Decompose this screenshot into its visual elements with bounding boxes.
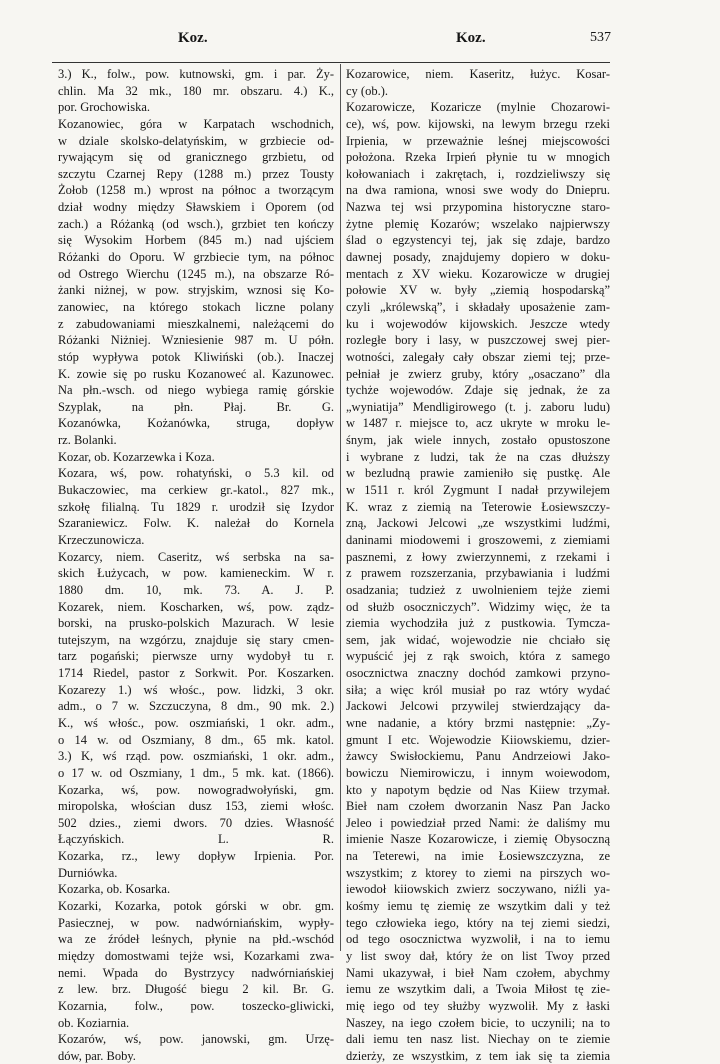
- text-line: cy (ob.).: [346, 83, 388, 98]
- text-line: Kozarka, ob. Kosarka.: [58, 882, 171, 897]
- text-line: dów, par. Boby.: [58, 1048, 136, 1063]
- text-line: 502 dzies., ziemi dwors. 70 dzies. Własność: [58, 815, 334, 830]
- text-line: czyli „królewską”, i składały uposażenie zam-: [346, 299, 610, 314]
- right-column: [346, 66, 610, 1064]
- text-line: Bukaczowiec, ma cerkiew gr.-katol., 827 mk.,: [58, 483, 334, 498]
- text-line: pełniał je zwierz gruby, który „osaczano” dla: [346, 366, 610, 381]
- text-line: kośmy iemu tę ziemię ze wszytkim dali y też: [346, 899, 610, 914]
- text-line: K. wraz z ziemią na Teterowie Łosiewszczy-: [346, 499, 610, 514]
- text-line: tychże wojewodów. Zdaje się jednak, że za: [346, 383, 610, 398]
- text-line: Krzeczunowicza.: [58, 532, 145, 547]
- text-line: Łączyńskich. L. R.: [58, 832, 334, 847]
- text-line: Kozanówka, Kożanówka, struga, dopływ: [58, 416, 334, 431]
- running-head-center: Koz.: [456, 30, 486, 46]
- text-line: pasznemi, z łowy zwierzynnemi, z rzekami i: [346, 549, 610, 564]
- text-line: K. zowie się po rusku Kozanoweć al. Kazunowec.: [58, 366, 334, 381]
- text-line: ziemia wychodziła już z pustkowia. Tymcza-: [346, 616, 610, 631]
- text-line: miropolska, włościan dusz 153, ziemi włośc.: [58, 799, 334, 814]
- text-line: borski, na prusko-polskich Mazurach. W lesie: [58, 616, 334, 631]
- text-line: Kozanowiec, góra w Karpatach wschodnich,: [58, 116, 334, 131]
- text-line: Kozarezy 1.) wś włośc., pow. lidzki, 3 okr.: [58, 682, 334, 697]
- text-line: szczytu Czarnej Repy (1288 m.) przez Tousty: [58, 166, 334, 181]
- text-line: rozległe bory i lasy, w puszczowej swej pier-: [346, 333, 610, 348]
- text-line: szkołę filialną. Tu 1829 r. urodził się Izydor: [58, 499, 334, 514]
- text-line: Różanki do Oporu. W grzbiecie tym, na północ: [58, 250, 334, 265]
- text-line: wne nadanie, a który brzmi następnie: „Zy-: [346, 715, 610, 730]
- text-line: z prawem rozszerzania, przybawiania i ludźmi: [346, 566, 610, 581]
- left-column: [58, 66, 334, 1064]
- text-line: położona. Rzeka Irpień płynie tu w mnogich: [346, 150, 610, 165]
- text-line: osadzania; tudzież z uwolnieniem tejże ziemi: [346, 582, 610, 597]
- text-line: ślad o egzystencyi tej, jak się zdaje, bardzo: [346, 233, 610, 248]
- text-line: kołowaniach i zakrętach, i, rozdzieliwszy się: [346, 166, 610, 181]
- text-line: y list swoy dał, który że on list Twoy przed: [346, 948, 610, 963]
- text-line: Kozarcy, niem. Caseritz, wś serbska na sa-: [58, 549, 334, 564]
- header-rule: [52, 62, 610, 63]
- text-line: osocznictwa znaczny dochód zamkowi przyno-: [346, 666, 610, 681]
- text-line: sem, jak widać, wojewodzie nie chciało się: [346, 632, 610, 647]
- text-line: Naszey, na iego czołem bicie, to uczynili; na to: [346, 1015, 610, 1030]
- text-line: iemu ze wszytkim dali, a Twoia Miłost tę zie-: [346, 982, 610, 997]
- text-line: wa ze źródeł leśnych, płynie na płd.-wschód: [58, 932, 334, 947]
- text-line: stóp wypływa potok Kliwiński (ob.). Inaczej: [58, 349, 334, 364]
- text-line: Na płn.-wsch. od niego wybiega ramię górskie: [58, 383, 334, 398]
- text-line: iewodoł kiiowskich zwierz soczywano, niźli ya-: [346, 882, 610, 897]
- text-line: „wyniatija” Mendligirowego (t. j. zaboru ludu): [346, 399, 610, 414]
- text-line: Kozarki, Kozarka, potok górski w obr. gm.: [58, 899, 334, 914]
- text-line: mię iego od tey służby wyzwolił. My z łaski: [346, 998, 610, 1013]
- text-line: o 14 w. od Oszmiany, 8 dm., 65 mk. katol.: [58, 732, 334, 747]
- text-line: z zabudowaniami mieszkalnemi, należącemi do: [58, 316, 334, 331]
- text-line: Nami ukazywał, i bieł Nam czołem, abychmy: [346, 965, 610, 980]
- text-line: Szaraniewicz. Folw. K. należał do Kornela: [58, 516, 334, 531]
- text-line: śnym, jak wiele innych, zostało opustoszone: [346, 433, 610, 448]
- text-line: imienie Nasze Kozarowicze, i ziemię Obysoczną: [346, 832, 610, 847]
- text-line: K., wś włośc., pow. oszmiański, 1 okr. adm.,: [58, 715, 334, 730]
- text-line: połowie XV w. były „ziemią hospodarską”: [346, 283, 610, 298]
- text-line: nemi. Wpada do Bystrzycy nadwórniańskiej: [58, 965, 334, 980]
- text-line: siła; a więc król musiał po raz wtóry wydać: [346, 682, 610, 697]
- text-line: i wybrane z ludzi, tak że na czas dłuższy: [346, 449, 610, 464]
- text-line: dawnej posady, znajdujemy dopiero w doku-: [346, 250, 610, 265]
- text-line: Irpienia, w przeważnie leśnej miejscowości: [346, 133, 610, 148]
- text-line: w bezludną prawie zamieniło się pustkę. Ale: [346, 466, 610, 481]
- text-line: tutejszym, na wzgórzu, znajduje się stary cmen-: [58, 632, 334, 647]
- text-line: zach.) a Różanką (od wsch.), grzbiet ten kończy: [58, 216, 334, 231]
- text-line: zanowiec, na którego stokach liczne polany: [58, 299, 334, 314]
- text-line: chlin. Ma 32 mk., 180 mr. obszaru. 4.) K.,: [58, 83, 334, 98]
- text-line: Jeleo i powiedział przed Nami: że daliśmy mu: [346, 815, 610, 830]
- text-line: tego człowieka iego, który na tej ziemi siedzi,: [346, 915, 610, 930]
- text-line: dział wodny między Sławskiem i Oporem (od: [58, 200, 334, 215]
- text-line: skich Łużycach, w pow. kamieneckim. W r.: [58, 566, 334, 581]
- text-line: Kozarów, wś, pow. janowski, gm. Urzę-: [58, 1032, 334, 1047]
- page-number: 537: [590, 30, 611, 45]
- text-line: ku i wojewodów kijowskich. Jeszcze wtedy: [346, 316, 610, 331]
- text-line: Różanki Niżniej. Wzniesienie 987 m. U półn.: [58, 333, 334, 348]
- column-divider: [340, 64, 341, 951]
- text-line: Nazwa tej wsi przypomina historyczne staro-: [346, 200, 610, 215]
- text-line: 3.) K, wś rząd. pow. oszmiański, 1 okr. adm.,: [58, 749, 334, 764]
- running-head-left: Koz.: [178, 30, 208, 46]
- text-line: o 17 w. od Oszmiany, 1 dm., 5 mk. kat. (1866).: [58, 765, 334, 780]
- text-line: Kozarka, wś, pow. nowogradwołyński, gm.: [58, 782, 334, 797]
- text-line: Kozarowice, niem. Kaseritz, łużyc. Kosar-: [346, 67, 610, 81]
- text-line: 1714 Riedel, pastor z Sorkwit. Por. Koszarken.: [58, 666, 334, 681]
- text-line: Kozar, ob. Kozarzewka i Koza.: [58, 449, 215, 464]
- text-line: na dwa ramiona, wnosi swe wody do Dniepru.: [346, 183, 610, 198]
- text-line: Kozarka, rz., lewy dopływ Irpienia. Por.: [58, 849, 334, 864]
- text-line: kto y napotym będzie od Nas Kiiew trzymał.: [346, 782, 610, 797]
- text-line: Pasiecznej, w pow. nadwórniańskim, wypły-: [58, 915, 334, 930]
- text-line: Kozara, wś, pow. rohatyński, o 5.3 kil. od: [58, 466, 334, 481]
- text-line: w 1487 r. miejsce to, acz ukryte w mroku le-: [346, 416, 610, 431]
- text-line: od tego osocznictwa wyzwolił, i na to iemu: [346, 932, 610, 947]
- text-line: daninami miodowemi i groszowemi, z ziemiami: [346, 532, 610, 547]
- text-line: wypuścić jej z rąk swoich, która z samego: [346, 649, 610, 664]
- text-line: w 1511 r. król Zygmunt I nadał przywilejem: [346, 483, 610, 498]
- text-line: się Wysokim Horbem (845 m.) nad ujściem: [58, 233, 334, 248]
- text-line: ob. Koziarnia.: [58, 1015, 130, 1030]
- text-line: zną, Jackowi Jelcowi „ze wszystkimi ludźmi,: [346, 516, 610, 531]
- text-line: Bieł nam czołem dworzanin Nasz Pan Jacko: [346, 799, 610, 814]
- text-line: bowiczu Niemirowiczu, i innym woiewodom,: [346, 765, 610, 780]
- text-line: Żołob (1258 m.) wprost na północ a tworzącym: [58, 183, 334, 198]
- text-line: dzierży, ze wszystkim, z tem iak się ta ziemia: [346, 1048, 610, 1063]
- text-line: od służb osoczniczych”. Widzimy więc, że ta: [346, 599, 610, 614]
- text-line: dali iemu ten nasz list. Niechay on te ziemie: [346, 1032, 610, 1047]
- text-line: Szyplak, na płn. Płaj. Br. G.: [58, 399, 334, 414]
- text-line: 3.) K., folw., pow. kutnowski, gm. i par. Ży-: [58, 67, 334, 81]
- text-line: Kozarek, niem. Koscharken, wś, pow. ządz-: [58, 599, 334, 614]
- text-line: żawcy Swisłockiemu, Panu Andrzeiowi Jako-: [346, 749, 610, 764]
- text-line: żanki niżnej, w pow. stryjskim, wznosi się Ko-: [58, 283, 334, 298]
- text-line: wszystkim; z ktorey to ziemi na pirszych wo-: [346, 865, 610, 880]
- text-line: Kozarnia, folw., pow. toszecko-gliwicki,: [58, 998, 334, 1013]
- text-line: rz. Bolanki.: [58, 433, 117, 448]
- text-line: rywającym się od granicznego grzbietu, od: [58, 150, 334, 165]
- text-line: między domostwami tejże wsi, Kozarkami zwa-: [58, 948, 334, 963]
- text-line: Kozarowicze, Kozaricze (mylnie Chozarowi-: [346, 100, 610, 115]
- text-line: w dziale skolsko-delatyńskim, w grzbiecie od-: [58, 133, 334, 148]
- text-line: Durniówka.: [58, 865, 118, 880]
- text-line: z lew. brz. Długość biegu 2 kil. Br. G.: [58, 982, 334, 997]
- text-line: adm., o 7 w. Szczuczyna, 8 dm., 90 mk. 2.): [58, 699, 334, 714]
- text-line: na Teterewi, na imie Łosiewszczyzna, ze: [346, 849, 610, 864]
- text-line: tarz pogański; pierwsze urny wydobył tu r.: [58, 649, 334, 664]
- text-line: mentach z XV wieku. Kozarowicze w drugiej: [346, 266, 610, 281]
- text-line: por. Grochowiska.: [58, 100, 150, 115]
- text-line: wotności, zalegały cały obszar ziemi tej; prze-: [346, 349, 610, 364]
- text-line: Jackowi Jelcowi przywilej stwierdzający da-: [346, 699, 610, 714]
- text-line: od Ostrego Wierchu (1245 m.), na obszarze Ró-: [58, 266, 334, 281]
- text-line: żytne plemię Kozarów; wszelako najpierwszy: [346, 216, 610, 231]
- text-line: 1880 dm. 10, mk. 73. A. J. P.: [58, 582, 334, 597]
- text-line: ce), wś, pow. kijowski, na lewym brzegu rzeki: [346, 116, 610, 131]
- text-line: gmunt I etc. Wojewodzie Kiiowskiemu, dzier-: [346, 732, 610, 747]
